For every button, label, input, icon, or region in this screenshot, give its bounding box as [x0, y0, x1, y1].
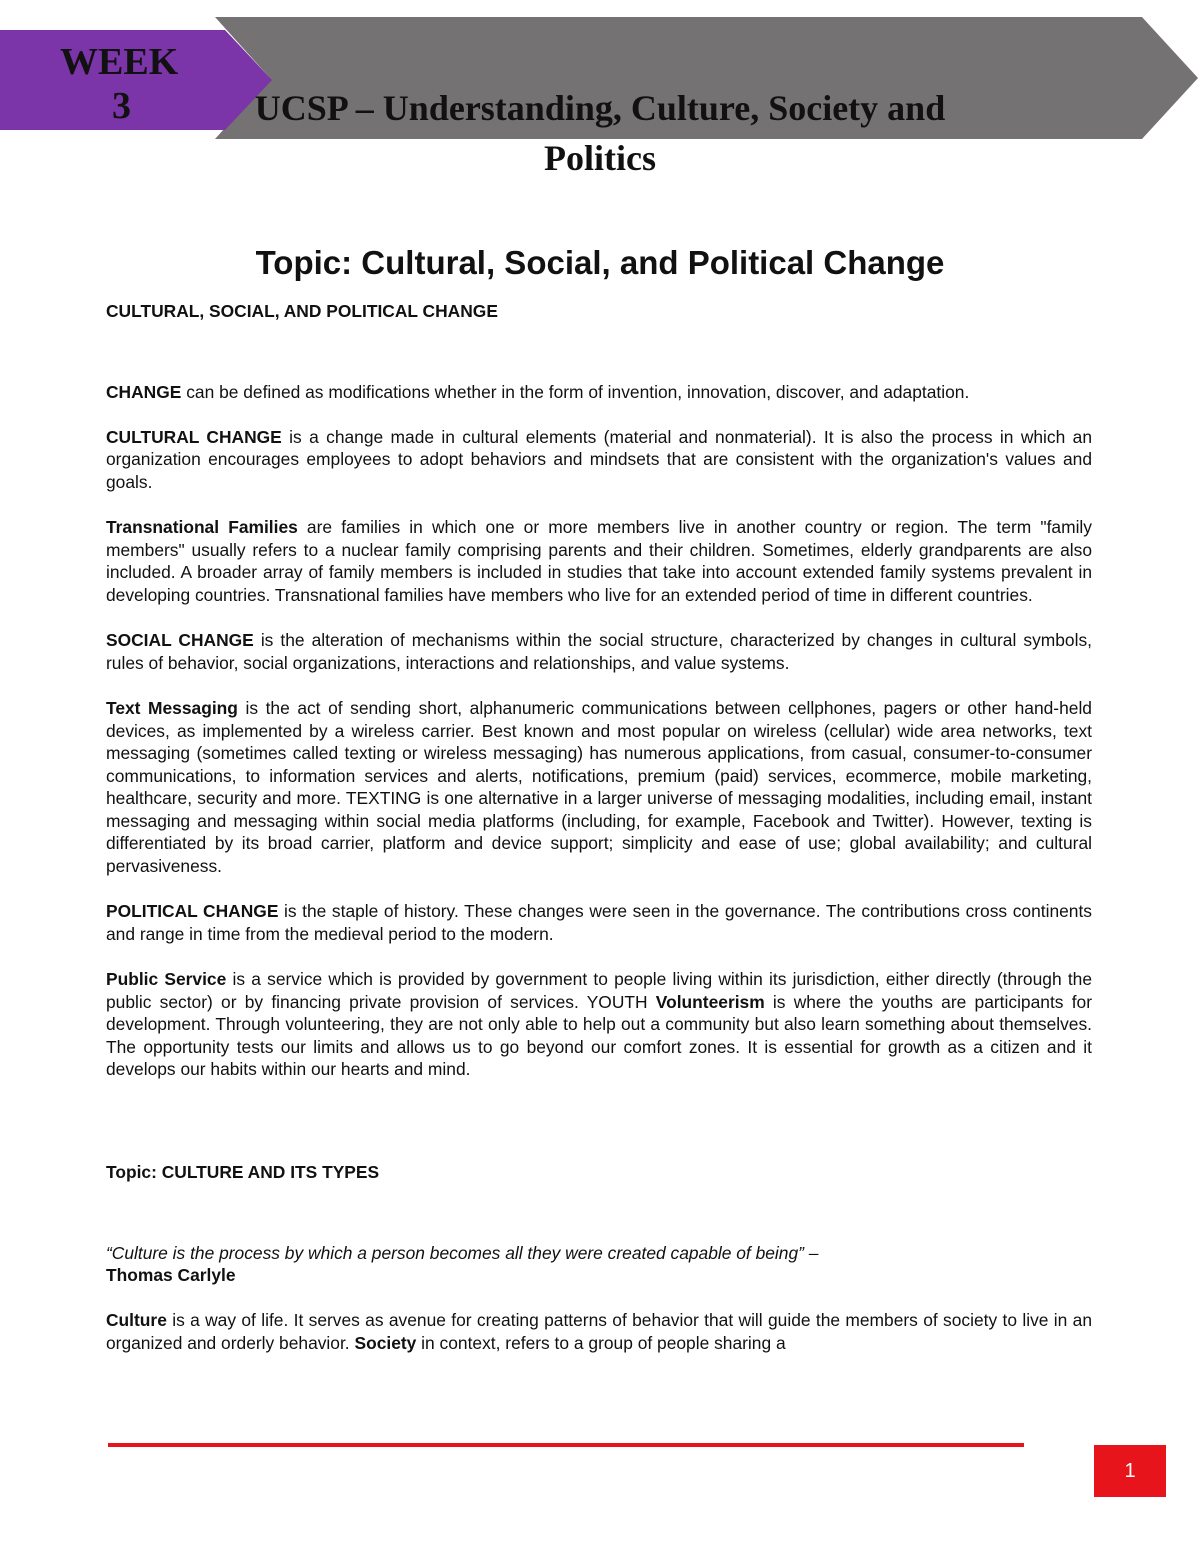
term-culture: Culture	[106, 1310, 167, 1331]
text-society: in context, refers to a group of people sharing a	[416, 1332, 786, 1353]
text-culture: is a way of life. It serves as avenue for creating patterns of behavior that will guide the members of society to live in an organized and orderly behavior.	[106, 1310, 1092, 1353]
paragraph-transnational	[106, 516, 1092, 606]
topic2-heading: Topic: CULTURE AND ITS TYPES	[106, 1162, 380, 1182]
week-word: WEEK	[60, 41, 179, 83]
term-volunteerism: Volunteerism	[655, 991, 765, 1012]
footer-rule	[108, 1443, 1024, 1447]
term-social-change: SOCIAL CHANGE	[106, 630, 254, 651]
text-public-service: is a service which is provided by government to people living within its jurisdiction, either directly (through the public sector) or by financing private provision of services. YOUTH	[106, 969, 1092, 1012]
text-social-change: is the alteration of mechanisms within the social structure, characterized by changes in cultural symbols, rules of behavior, social organizations, interactions and relationships, and value systems.	[106, 630, 1092, 673]
title-line-1: UCSP – Understanding, Culture, Society and	[254, 88, 946, 128]
page-number-badge	[1094, 1445, 1166, 1497]
text-transnational: are families in which one or more members live in another country or region. The term "family members" usually refers to a nuclear family comprising parents and their children. Sometimes, elderly grandparents are also included. A broader array of family members is included in studies that take into account extended family systems prevalent in developing countries. Transnational families have members who live for an extended period of time in different countries.	[106, 517, 1092, 605]
week-number: 3	[112, 85, 131, 127]
carlyle-quote: “Culture is the process by which a person becomes all they were created capable of being” –	[106, 1242, 819, 1263]
paragraph-public-service	[106, 968, 1092, 1081]
term-cultural-change: CULTURAL CHANGE	[106, 426, 282, 447]
quote-author: Thomas Carlyle	[106, 1265, 236, 1286]
term-public-service: Public Service	[106, 969, 227, 990]
term-text-messaging: Text Messaging	[106, 697, 238, 718]
topic-title	[0, 240, 1200, 286]
term-change: CHANGE	[106, 381, 182, 402]
paragraph-culture	[106, 1309, 1092, 1354]
paragraph-social-change	[106, 629, 1092, 674]
text-cultural-change: is a change made in cultural elements (material and nonmaterial). It is also the process in which an organization encourages employees to adopt behaviors and mindsets that are consistent with the organization's values and goals.	[106, 426, 1092, 492]
document-title	[0, 83, 1200, 183]
title-line-2: Politics	[544, 138, 656, 178]
page-number: 1	[1124, 1459, 1136, 1482]
term-political-change: POLITICAL CHANGE	[106, 901, 279, 922]
term-transnational: Transnational Families	[106, 517, 298, 538]
topic-title-text: : Cultural, Social, and Political Change	[341, 244, 945, 281]
text-change: can be defined as modifications whether in the form of invention, innovation, discover, and adaptation.	[181, 381, 970, 402]
section-heading: CULTURAL, SOCIAL, AND POLITICAL CHANGE	[106, 301, 498, 321]
paragraph-change	[106, 381, 1092, 404]
text-volunteerism: is where the youths are participants for development. Through volunteering, they are not only able to help out a community but also learn something about themselves. The opportunity tests our limits and allows us to go beyond our comfort zones. It is essential for growth as a citizen and it develops our habits within our hearts and mind.	[106, 991, 1092, 1080]
paragraph-political-change	[106, 900, 1092, 945]
document-body	[106, 300, 1092, 1377]
term-society: Society	[354, 1332, 417, 1353]
text-text-messaging: is the act of sending short, alphanumeric communications between cellphones, pagers or other hand-held devices, as implemented by a wireless carrier. Best known and most popular on wireless (cellular) wide area networks, text messaging (sometimes called texting or wireless messaging) has numerous applications, from casual, consumer-to-consumer communications, to information services and alerts, notifications, premium (paid) services, ecommerce, mobile marketing, healthcare, security and more. TEXTING is one alternative in a larger universe of messaging modalities, including email, instant messaging and messaging within social media platforms (including, for example, Facebook and Twitter). However, texting is differentiated by its broad carrier, platform and device support; simplicity and ease of use; global availability; and cultural pervasiveness.	[106, 697, 1092, 877]
paragraph-text-messaging	[106, 697, 1092, 878]
text-political-change: is the staple of history. These changes were seen in the governance. The contributions cross continents and range in time from the medieval period to the modern.	[106, 901, 1092, 944]
topic-label: Topic	[255, 244, 342, 281]
paragraph-cultural-change	[106, 426, 1092, 494]
